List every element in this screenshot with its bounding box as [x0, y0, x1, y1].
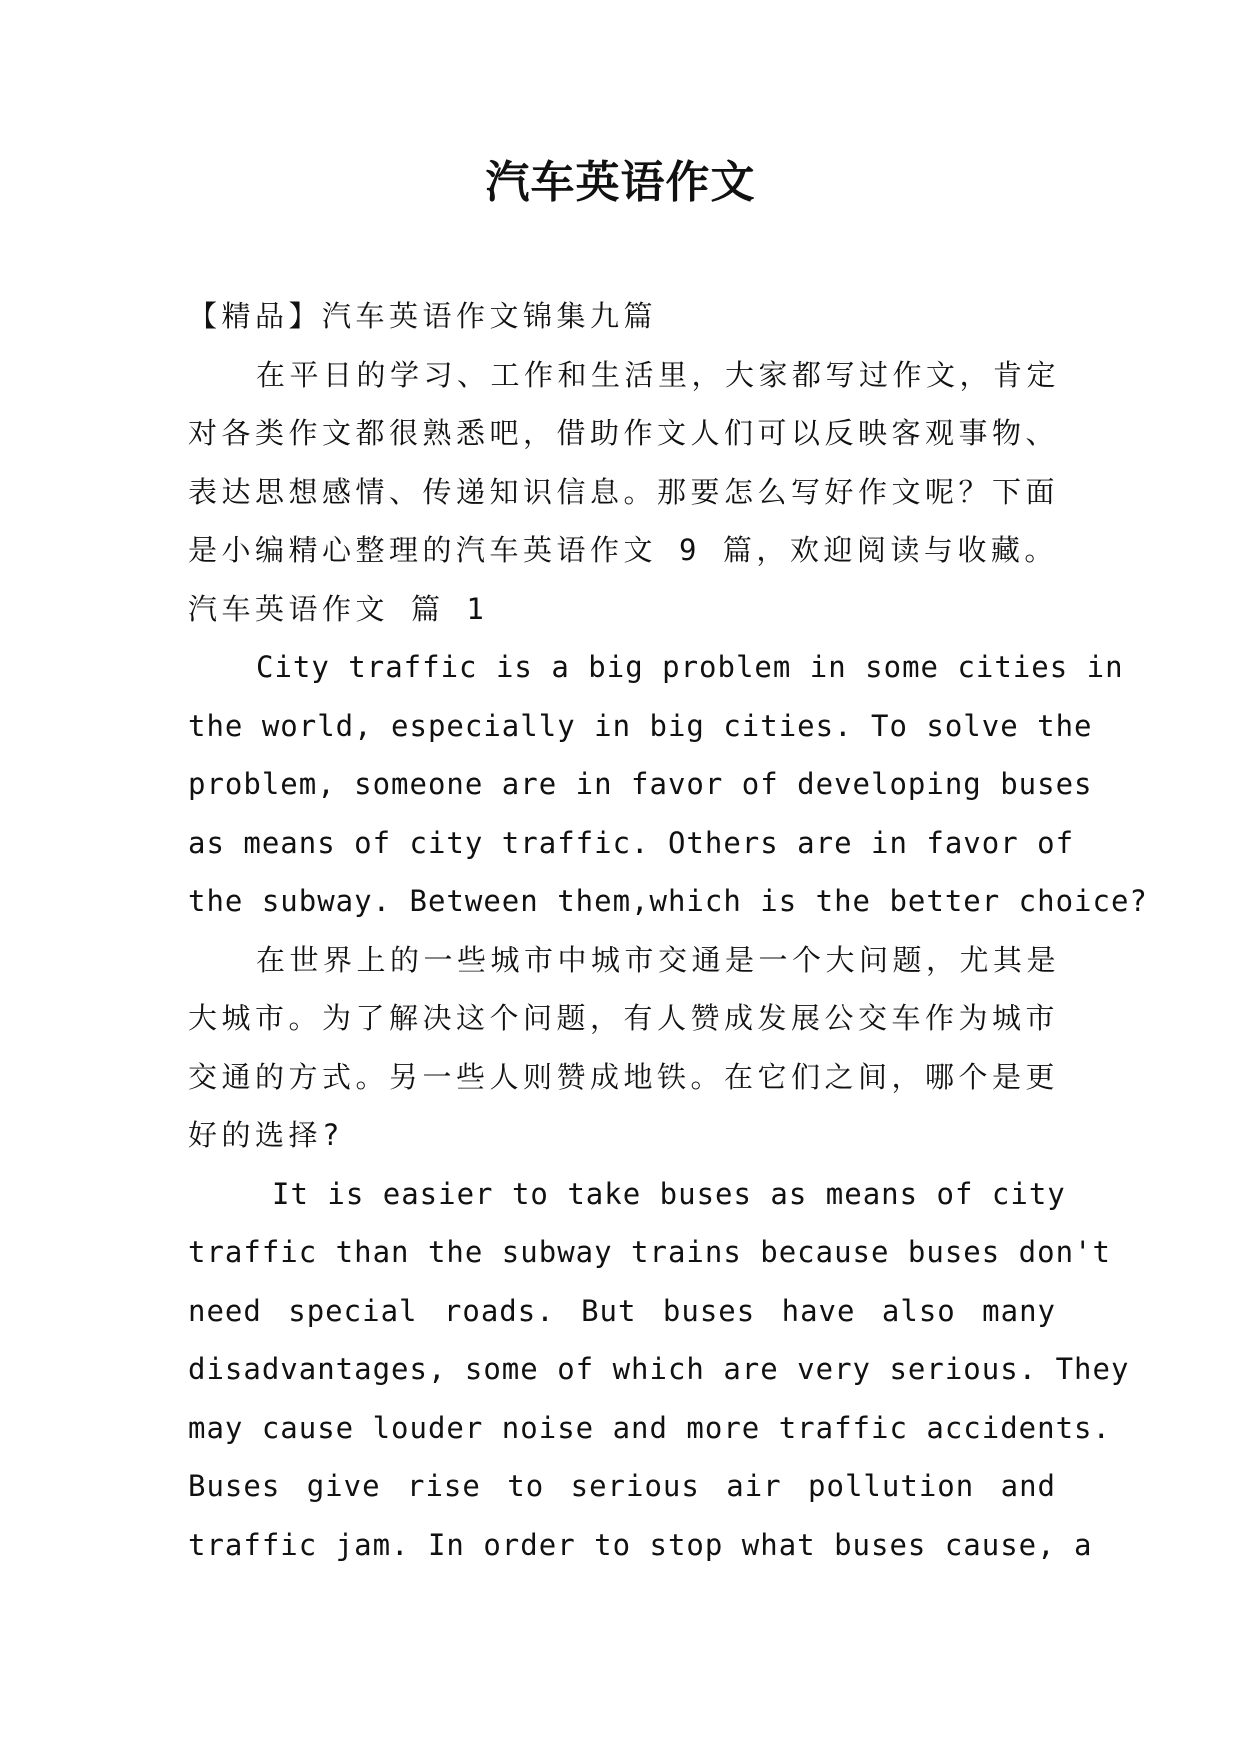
english-paragraph-line: as means of city traffic. Others are in favor of — [188, 825, 1075, 860]
english-paragraph-line: problem, someone are in favor of developing buses — [188, 767, 1093, 801]
document-body — [188, 287, 1148, 1574]
english-paragraph-line: the world, especially in big cities. To solve the — [188, 708, 1093, 743]
intro-paragraph-line: 对各类作文都很熟悉吧，借助作文人们可以反映客观事物、 — [188, 416, 1060, 450]
english-paragraph-line: It is easier to take buses as means of city — [272, 1176, 1066, 1211]
intro-paragraph-line: 是小编精心整理的汽车英语作文 9 篇，欢迎阅读与收藏。 — [188, 533, 1058, 567]
chinese-paragraph-line: 交通的方式。另一些人则赞成地铁。在它们之间，哪个是更 — [188, 1059, 1060, 1094]
english-paragraph-line: Buses give rise to serious air pollution and — [188, 1469, 1056, 1503]
english-paragraph-line: City traffic is a big problem in some cities in — [256, 650, 1124, 684]
english-paragraph-line: need special roads. But buses have also many — [188, 1293, 1056, 1328]
chinese-paragraph-line: 大城市。为了解决这个问题，有人赞成发展公交车作为城市 — [188, 1001, 1060, 1035]
chinese-paragraph-line: 好的选择? — [188, 1118, 344, 1152]
chinese-paragraph-line: 在世界上的一些城市中城市交通是一个大问题，尤其是 — [256, 942, 1061, 977]
english-paragraph-line: disadvantages, some of which are very serious. They — [188, 1352, 1130, 1386]
english-paragraph-line: traffic than the subway trains because buses don't — [188, 1235, 1111, 1269]
english-paragraph-line: traffic jam. In order to stop what buses cause, a — [188, 1527, 1093, 1562]
english-paragraph-line: may cause louder noise and more traffic accidents. — [188, 1410, 1111, 1445]
subtitle-line: 【精品】汽车英语作文锦集九篇 — [188, 299, 658, 333]
section-heading: 汽车英语作文 篇 1 — [188, 591, 489, 626]
intro-paragraph-line: 表达思想感情、传递知识信息。那要怎么写好作文呢？下面 — [188, 474, 1060, 509]
intro-paragraph-line: 在平日的学习、工作和生活里，大家都写过作文，肯定 — [256, 357, 1061, 392]
document-title: 汽车英语作文 — [485, 157, 756, 208]
english-paragraph-line: the subway. Between them,which is the better choice? — [188, 884, 1148, 918]
